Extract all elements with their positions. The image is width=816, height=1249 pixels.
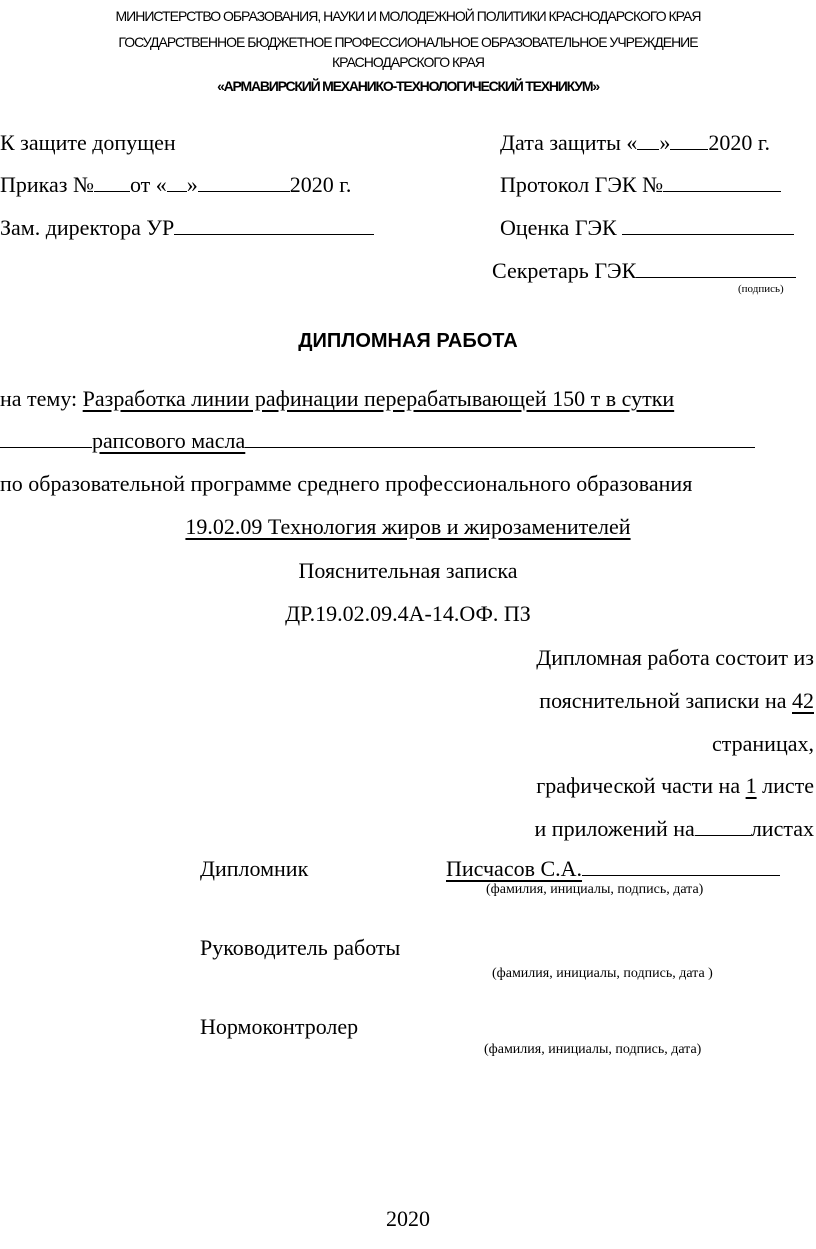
normcontrol-label: Нормоконтролер	[200, 1014, 359, 1039]
composition-appendix-prefix: и приложений на	[534, 816, 695, 841]
secretary-line	[492, 258, 796, 284]
composition-graphics-suffix: листе	[756, 773, 814, 798]
defense-date-line	[500, 130, 770, 156]
deputy-line	[0, 215, 374, 241]
document-code: ДР.19.02.09.4А-14.ОФ. ПЗ	[285, 601, 531, 626]
protocol-line	[500, 172, 781, 198]
document-title: ДИПЛОМНАЯ РАБОТА	[298, 330, 518, 352]
topic-line-1	[0, 386, 674, 412]
admitted-label: К защите допущен	[0, 130, 176, 155]
normcontrol-caption: (фамилия, инициалы, подпись, дата)	[484, 1042, 702, 1057]
order-prefix: Приказ №	[0, 172, 94, 197]
region-line: КРАСНОДАРСКОГО КРАЯ	[332, 54, 484, 70]
program-text: по образовательной программе среднего профессионального образования	[0, 471, 693, 496]
student-label: Дипломник	[200, 856, 309, 881]
composition-appendix-suffix: листах	[750, 816, 814, 841]
topic-prefix: на тему:	[0, 386, 83, 411]
specialty-text: 19.02.09 Технология жиров и жирозаменителей	[185, 514, 631, 539]
composition-line-5	[535, 816, 814, 842]
deputy-label: Зам. директора УР	[0, 215, 175, 240]
pages-count: 42	[792, 688, 814, 713]
supervisor-label: Руководитель работы	[200, 935, 401, 960]
supervisor-caption: (фамилия, инициалы, подпись, дата )	[492, 966, 713, 981]
defense-date-prefix: Дата защиты «	[500, 130, 638, 155]
topic-tail-blank	[245, 446, 755, 448]
topic-text-1: Разработка линии рафинации перерабатывающей 150 т в сутки	[82, 386, 675, 411]
student-caption: (фамилия, инициалы, подпись, дата)	[486, 882, 704, 897]
composition-line-2	[539, 688, 814, 714]
deputy-signature-blank	[174, 233, 374, 235]
secretary-blank	[636, 276, 796, 278]
student-name: Писчасов С.А.	[446, 856, 583, 881]
protocol-blank	[663, 190, 781, 192]
appendix-blank	[695, 834, 751, 836]
institution-type-line: ГОСУДАРСТВЕННОЕ БЮДЖЕТНОЕ ПРОФЕССИОНАЛЬНОЕ ОБРАЗОВАТЕЛЬНОЕ УЧРЕЖДЕНИЕ	[118, 34, 698, 50]
order-month-blank	[198, 190, 290, 192]
order-line	[0, 172, 351, 198]
composition-line-3: страницах,	[712, 731, 814, 756]
composition-line-4	[536, 773, 814, 799]
order-year: 2020 г.	[289, 172, 352, 197]
grade-blank	[622, 233, 794, 235]
student-signature-line	[446, 856, 780, 882]
sheets-count: 1	[745, 773, 757, 798]
order-number-blank	[94, 190, 130, 192]
year: 2020	[386, 1206, 430, 1231]
defense-date-close: »	[659, 130, 671, 155]
grade-label: Оценка ГЭК	[500, 215, 623, 240]
student-signature-blank	[582, 874, 780, 876]
defense-day-blank	[637, 148, 659, 150]
order-close: »	[186, 172, 198, 197]
explanatory-note: Пояснительная записка	[298, 558, 518, 583]
composition-pages-prefix: пояснительной записки на	[539, 688, 792, 713]
composition-line-1: Дипломная работа состоит из	[536, 645, 814, 670]
grade-line	[500, 215, 794, 241]
specialty	[0, 514, 816, 540]
order-day-blank	[167, 190, 187, 192]
institution-name: «АРМАВИРСКИЙ МЕХАНИКО-ТЕХНОЛОГИЧЕСКИЙ ТЕХНИКУМ»	[217, 78, 599, 94]
order-from: от «	[129, 172, 167, 197]
protocol-label: Протокол ГЭК №	[500, 172, 664, 197]
defense-month-blank	[670, 148, 708, 150]
signature-caption: (подпись)	[738, 283, 784, 295]
ministry-line: МИНИСТЕРСТВО ОБРАЗОВАНИЯ, НАУКИ И МОЛОДЕЖНОЙ ПОЛИТИКИ КРАСНОДАРСКОГО КРАЯ	[115, 8, 701, 24]
secretary-label: Секретарь ГЭК	[492, 258, 637, 283]
topic-line-2	[0, 428, 755, 454]
topic-text-2: рапсового масла	[92, 428, 246, 453]
topic-indent-blank	[0, 446, 92, 448]
composition-graphics-prefix: графической части на	[536, 773, 746, 798]
defense-year: 2020 г.	[708, 130, 770, 155]
